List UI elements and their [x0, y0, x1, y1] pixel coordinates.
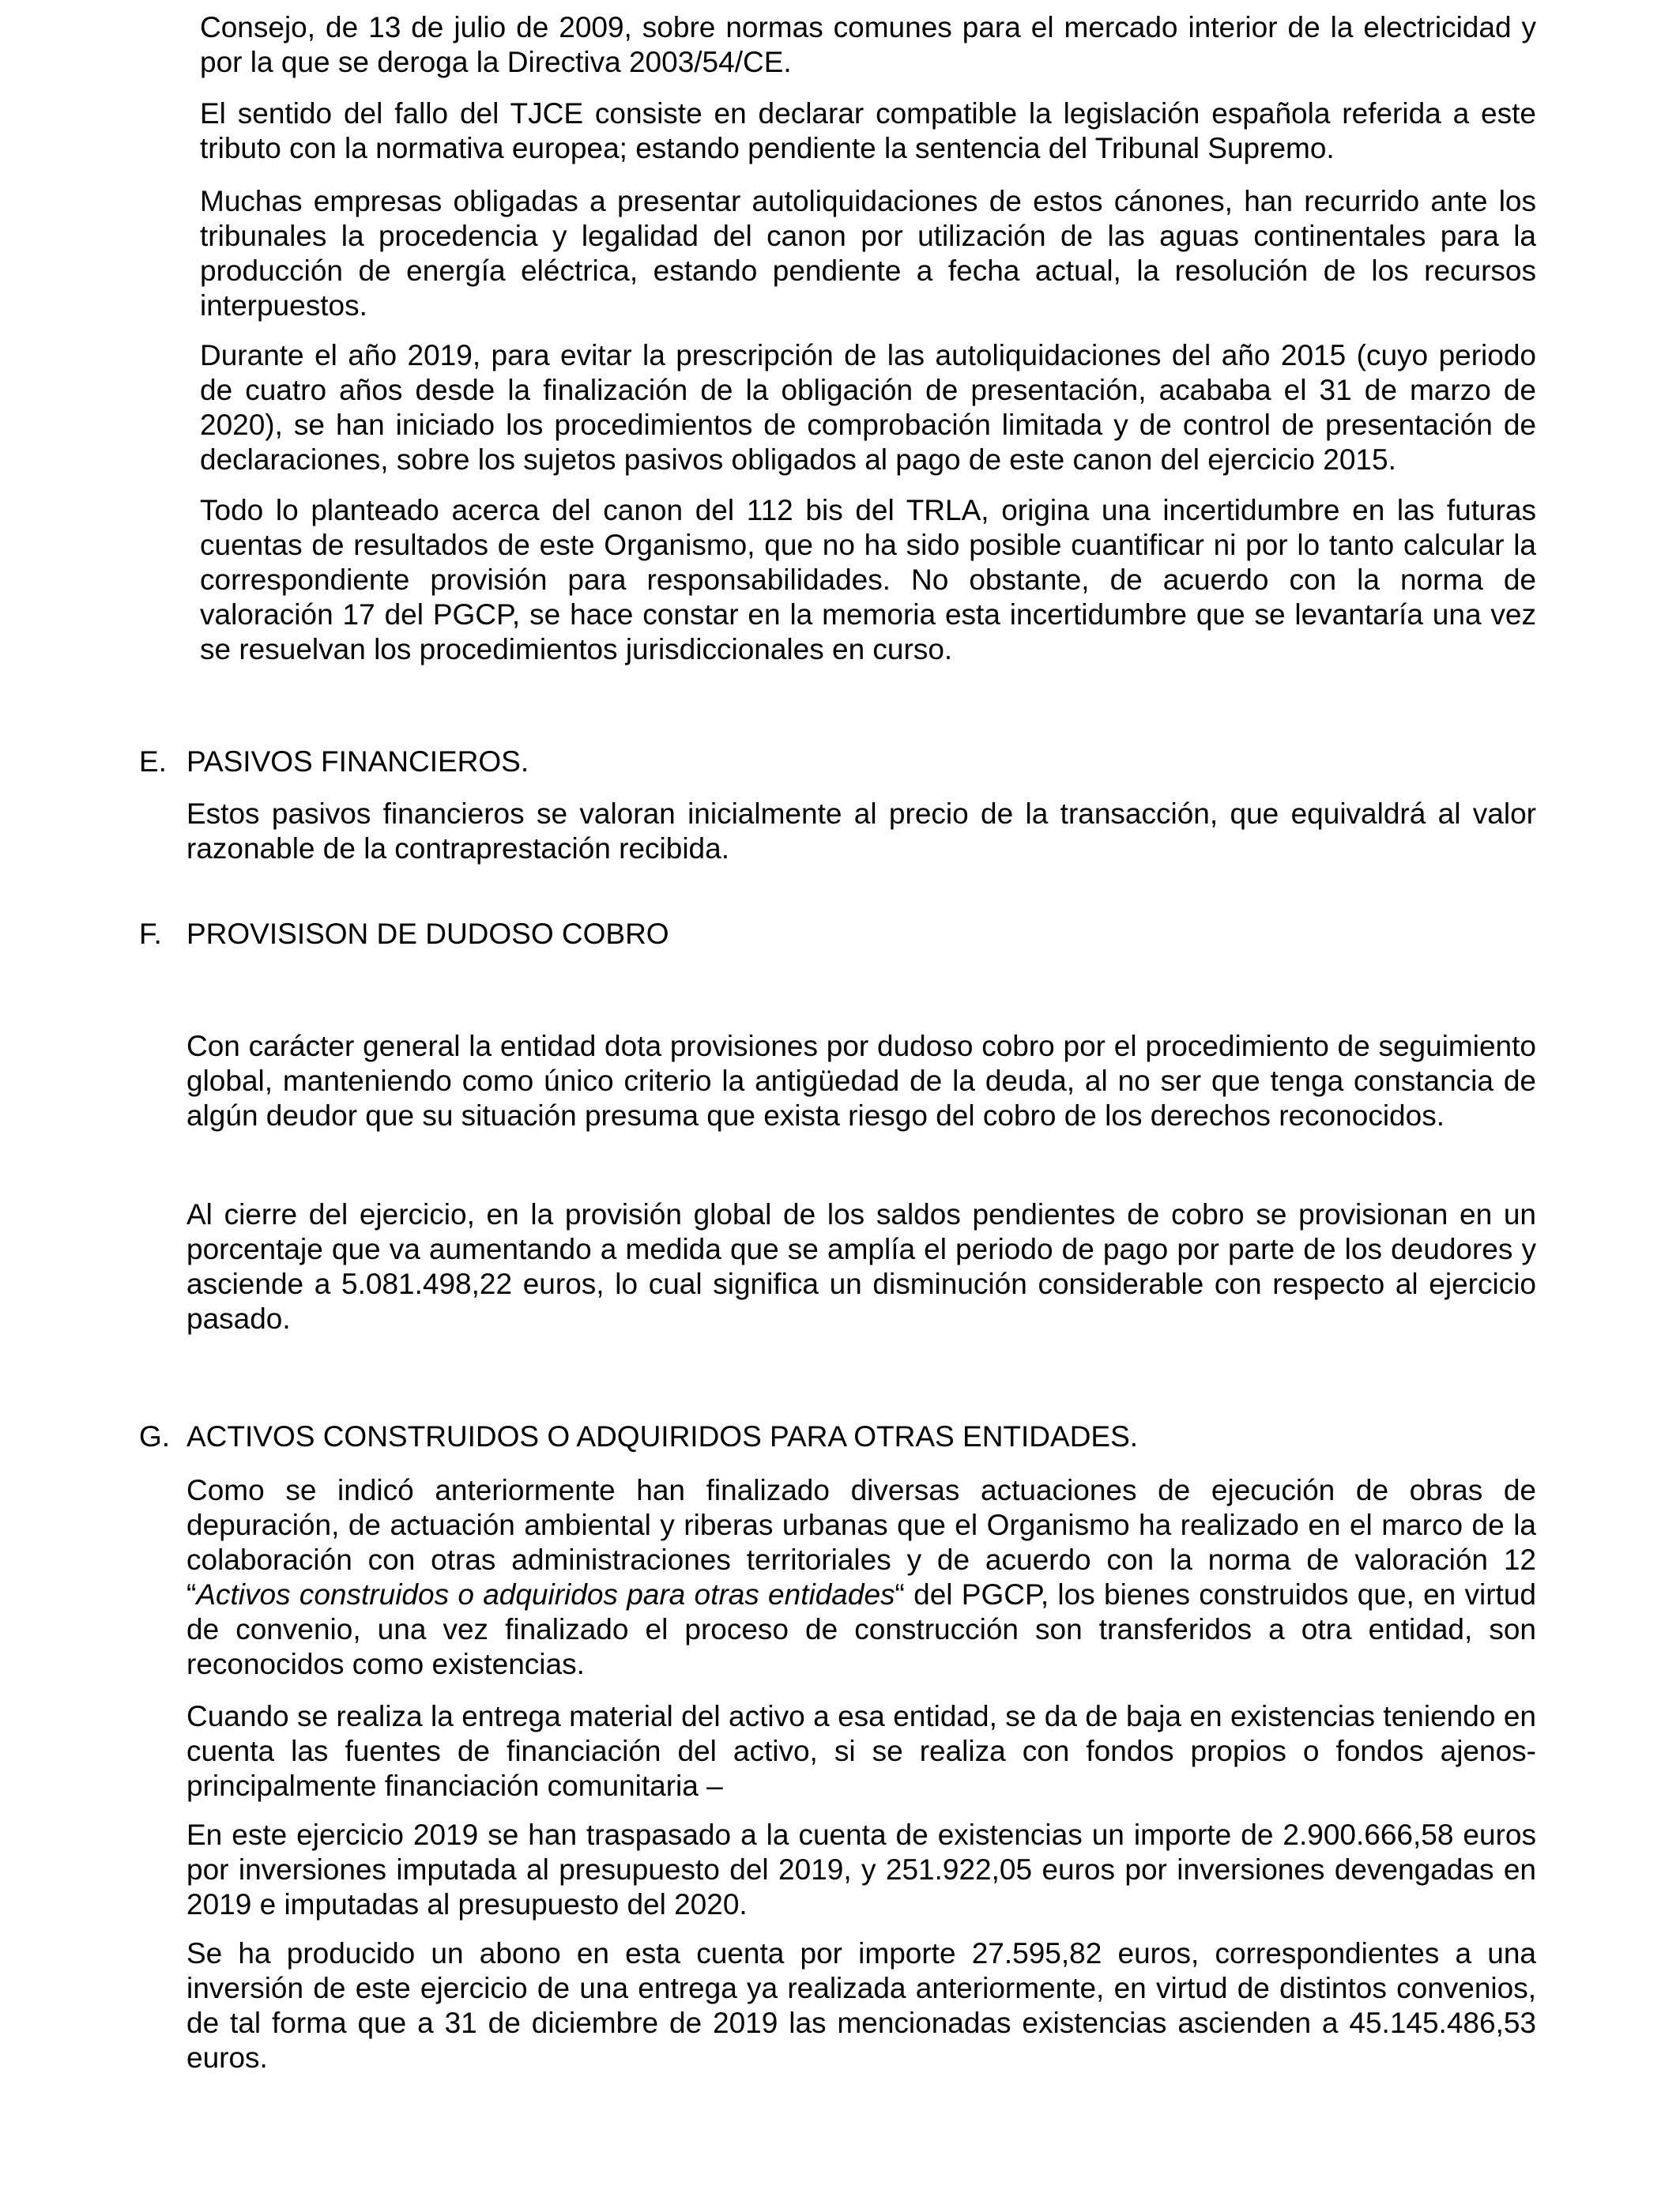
paragraph-fallo-tjce: El sentido del fallo del TJCE consiste en declarar compatible la legislación española referida a este tributo con la normativa europea; estando pendiente la sentencia del Tribunal Supremo. — [200, 97, 1536, 164]
activos-text-after: “ del PGCP, los bienes construidos que, en virtud de convenio, una vez finalizado el proceso de construcción son transferidos a otra entidad, son reconocidos como existencias. — [186, 1578, 1536, 1680]
paragraph-prescripcion-2015: Durante el año 2019, para evitar la prescripción de las autoliquidaciones del año 2015 (cuyo periodo de cuatro años desde la finalización de la obligación de presentación, acababa el 31 de marzo de 2020), se han iniciado los procedimientos de comprobación limitada y de control de presentación de declaraciones, sobre los sujetos pasivos obligados al pago de este canon del ejercicio 2015. — [200, 339, 1536, 476]
paragraph-directiva: Consejo, de 13 de julio de 2009, sobre normas comunes para el mercado interior de la electricidad y por la que se deroga la Directiva 2003/54/CE. — [200, 11, 1536, 78]
section-g-title: ACTIVOS CONSTRUIDOS O ADQUIRIDOS PARA OTRAS ENTIDADES. — [186, 1420, 1139, 1453]
paragraph-abono-cuenta: Se ha producido un abono en esta cuenta por importe 27.595,82 euros, correspondientes a una inversión de este ejercicio de una entrega ya realizada anteriormente, en virtud de distintos convenios, de tal forma que a 31 de diciembre de 2019 las mencionadas existencias ascienden a 45.145.486,53 euros. — [186, 1937, 1536, 2074]
paragraph-entrega-material: Cuando se realiza la entrega material del activo a esa entidad, se da de baja en existencias teniendo en cuenta las fuentes de financiación del activo, si se realiza con fondos propios o fondos ajenos-principalmente financiación comunitaria – — [186, 1700, 1536, 1802]
paragraph-traspasos-2019: En este ejercicio 2019 se han traspasado a la cuenta de existencias un importe de 2.900.666,58 euros por inversiones imputada al presupuesto del 2019, y 251.922,05 euros por inversiones devengadas en 2019 e imputadas al presupuesto del 2020. — [186, 1819, 1536, 1921]
paragraph-pasivos-financieros: Estos pasivos financieros se valoran inicialmente al precio de la transacción, que equivaldrá al valor razonable de la contraprestación recibida. — [186, 797, 1536, 865]
paragraph-activos-construidos — [186, 1473, 1536, 1682]
section-e-heading — [139, 745, 529, 779]
section-e-title: PASIVOS FINANCIEROS. — [186, 745, 529, 778]
activos-text-before: Como se indicó anteriormente han finalizado diversas actuaciones de ejecución de obras de depuración, de actuación ambiental y riberas urbanas que el Organismo ha realizado en el marco de la colaboración con otras administraciones territoriales y de acuerdo con la norma de valoración 12 “ — [186, 1474, 1536, 1611]
section-f-letter: F. — [139, 918, 162, 950]
norma-valoracion-title: Activos construidos o adquiridos para otras entidades — [196, 1578, 895, 1611]
section-g-heading — [139, 1419, 1138, 1454]
section-f-heading — [139, 917, 669, 952]
section-f-title: PROVISISON DE DUDOSO COBRO — [186, 918, 669, 950]
paragraph-cierre-ejercicio: Al cierre del ejercicio, en la provisión global de los saldos pendientes de cobro se provisionan en un porcentaje que va aumentando a medida que se amplía el periodo de pago por parte de los deudores y asciende a 5.081.498,22 euros, lo cual significa un disminución considerable con respecto al ejercicio pasado. — [186, 1198, 1536, 1335]
paragraph-recursos-empresas: Muchas empresas obligadas a presentar autoliquidaciones de estos cánones, han recurrido ante los tribunales la procedencia y legalidad del canon por utilización de las aguas continentales para la producción de energía eléctrica, estando pendiente a fecha actual, la resolución de los recursos interpuestos. — [200, 185, 1536, 322]
paragraph-provisiones-dudoso-cobro: Con carácter general la entidad dota provisiones por dudoso cobro por el procedimiento de seguimiento global, manteniendo como único criterio la antigüedad de la deuda, al no ser que tenga constancia de algún deudor que su situación presuma que exista riesgo del cobro de los derechos reconocidos. — [186, 1030, 1536, 1132]
paragraph-incertidumbre-canon: Todo lo planteado acerca del canon del 112 bis del TRLA, origina una incertidumbre en las futuras cuentas de resultados de este Organismo, que no ha sido posible cuantificar ni por lo tanto calcular la correspondiente provisión para responsabilidades. No obstante, de acuerdo con la norma de valoración 17 del PGCP, se hace constar en la memoria esta incertidumbre que se levantaría una vez se resuelvan los procedimientos jurisdiccionales en curso. — [200, 494, 1536, 665]
section-g-letter: G. — [139, 1420, 171, 1453]
section-e-letter: E. — [139, 745, 167, 778]
